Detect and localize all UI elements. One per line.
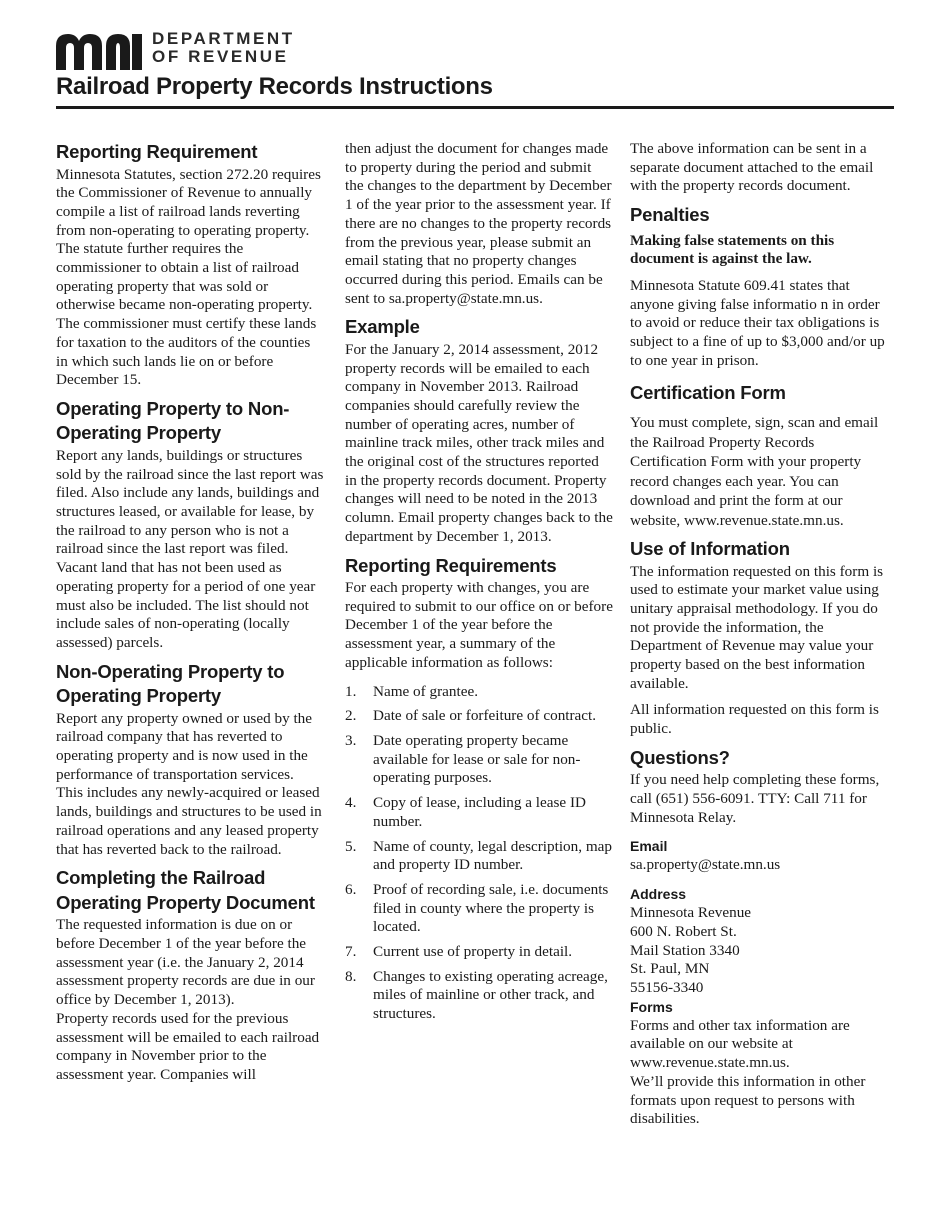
list-text: Proof of recording sale, i.e. documents filed in county where the property is located. <box>373 880 609 936</box>
email-address: sa.property@state.mn.us <box>630 856 781 874</box>
list-item <box>345 732 613 788</box>
list-text: Changes to existing operating acreage, miles of mainline or other track, and structures. <box>373 967 608 1023</box>
completing-document-text: The requested information is due on or before December 1 of the year before the assessment year (i.e. the January 2, 2014 assessment property records are due in our office by December 1, 2013). <box>56 916 315 1009</box>
list-number: 5. <box>345 837 357 855</box>
list-item <box>345 943 613 962</box>
use-of-information-text: The information requested on this form is used to estimate your market value using unitary appraisal methodology. If you do not provide the information, the Department of Revenue may value your property based on the best information available. <box>630 562 884 692</box>
continued-text: then adjust the document for changes made to property during the period and submit the changes to the department by December 1 of the year prior to the assessment year. If there are no changes to the property records from the previous year, please submit an email stating that no property changes occurred during this period. Emails can be sent to sa.property@state.mn.us. <box>345 140 612 307</box>
list-number: 6. <box>345 880 357 898</box>
forms-text: Forms and other tax information are available on our website at www.revenue.state.mn.us. <box>630 1016 850 1072</box>
requirements-list <box>345 683 613 1024</box>
non-operating-to-operating-text: Report any property owned or used by the railroad company that has reverted to operating property and is now used in the performance of transportation services. This includes any newly-acquired or leased lands, buildings and structures to be used in railroad operations and any leased property that has reverted back to the railroad. <box>56 709 322 858</box>
department-name <box>152 30 295 66</box>
list-item <box>345 838 613 875</box>
list-item <box>345 683 613 702</box>
page-title: Railroad Property Records Instructions <box>56 73 493 100</box>
list-item <box>345 707 613 726</box>
heading-penalties: Penalties <box>630 204 710 226</box>
heading-use-of-information: Use of Information <box>630 538 790 560</box>
list-number: 3. <box>345 731 357 749</box>
dept-line-1: DEPARTMENT <box>152 29 295 48</box>
address-line: St. Paul, MN <box>630 960 710 978</box>
heading-address: Address <box>630 886 687 903</box>
heading-forms: Forms <box>630 998 673 1015</box>
list-item <box>345 794 613 831</box>
operating-to-non-operating-text: Report any lands, buildings or structures sold by the railroad since the last report was filed. Also include any lands, buildings and structures leased, or available for lease, by the railroad to any person who is not a railroad since the last report was filed. Vacant land that has not been used as operating property for a period of one year must also be included. The list should not include sales of non-operating (locally assessed) parcels. <box>56 446 324 651</box>
list-number: 1. <box>345 682 357 700</box>
list-item <box>345 968 613 1024</box>
list-number: 2. <box>345 707 357 725</box>
mn-logo-icon <box>56 32 146 70</box>
heading-certification-form: Certification Form <box>630 381 786 403</box>
column-1 <box>56 140 324 1085</box>
questions-text: If you need help completing these forms, call (651) 556-6091. TTY: Call 711 for Minnesota Relay. <box>630 771 880 826</box>
completing-document-text-2: Property records used for the previous assessment will be emailed to each railroad company in November prior to the assessment year. Companies will <box>56 1009 320 1083</box>
list-item <box>345 881 613 937</box>
column-3 <box>630 140 894 1129</box>
address-line: 55156-3340 <box>630 978 704 996</box>
list-text: Name of county, legal description, map and property ID number. <box>373 837 612 874</box>
intro-text: The above information can be sent in a separate document attached to the email with the property records document. <box>630 140 874 195</box>
list-text: Date of sale or forfeiture of contract. <box>373 707 597 725</box>
column-2 <box>345 140 613 1030</box>
certification-form-text: You must complete, sign, scan and email the Railroad Property Records Certification Form with your property record changes each year. You can download and print the form at our website, www.revenue.state.mn.us. <box>630 414 879 529</box>
example-text: For the January 2, 2014 assessment, 2012 property records will be emailed to each company in November 2013. Railroad companies should carefully review the number of operating acres, number of mainline track miles, other track miles and the original cost of the structures reported in the property records document. Property changes will need to be noted in the 2013 column. Email property changes back to the department by December 1, 2013. <box>345 340 613 545</box>
heading-completing-document: Completing the Railroad Operating Property Document <box>56 867 315 913</box>
heading-questions: Questions? <box>630 746 730 768</box>
list-text: Name of grantee. <box>373 682 478 700</box>
use-of-information-text-2: All information requested on this form is public. <box>630 701 879 738</box>
heading-email: Email <box>630 838 668 855</box>
heading-non-operating-to-operating: Non-Operating Property to Operating Property <box>56 660 285 707</box>
penalties-warning: Making false statements on this document is against the law. <box>630 231 835 268</box>
address-line: Minnesota Revenue <box>630 904 752 922</box>
address-line: 600 N. Robert St. <box>630 922 737 940</box>
heading-example: Example <box>345 316 420 338</box>
penalties-text: Minnesota Statute 609.41 states that anyone giving false informatio n in order to avoid or reduce their tax obligations is subject to a fine of up to $3,000 and/or up to one year in prison. <box>630 277 885 369</box>
heading-reporting-requirement: Reporting Requirement <box>56 141 258 162</box>
forms-text-2: We’ll provide this information in other formats upon request to persons with disabilities. <box>630 1072 866 1128</box>
reporting-requirements-text: For each property with changes, you are required to submit to our office on or before December 1 of the year before the assessment year, a summary of the applicable information as follows: <box>345 579 613 671</box>
list-number: 7. <box>345 943 357 961</box>
list-number: 8. <box>345 967 357 985</box>
address-line: Mail Station 3340 <box>630 941 740 959</box>
list-text: Copy of lease, including a lease ID number. <box>373 794 586 830</box>
heading-operating-to-non-operating: Operating Property to Non-Operating Property <box>56 397 290 444</box>
heading-reporting-requirements: Reporting Requirements <box>345 554 557 576</box>
dept-line-2: OF REVENUE <box>152 47 289 66</box>
header-divider <box>56 106 894 109</box>
list-text: Current use of property in detail. <box>373 943 573 961</box>
reporting-requirement-text: Minnesota Statutes, section 272.20 requires the Commissioner of Revenue to annually compile a list of railroad lands reverting from non-operating to operating property. The statute further requires the commissioner to obtain a list of railroad operating property that was sold or otherwise became non-operating property. The commissioner must certify these lands for taxation to the auditors of the counties in which such lands lie on or before December 15. <box>56 165 321 389</box>
list-number: 4. <box>345 794 357 812</box>
list-text: Date operating property became available for lease or sale for non-operating purposes. <box>373 731 581 787</box>
